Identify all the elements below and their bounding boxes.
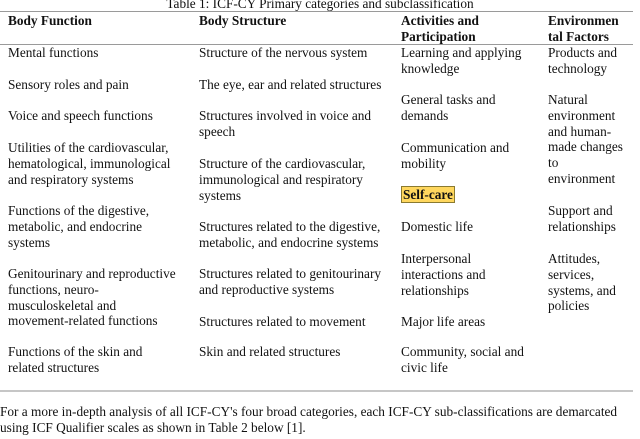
environmental-item [548,45,617,77]
environmental-item [548,92,623,187]
body-function-item [8,45,98,61]
body-structure-item [199,77,381,93]
cell-line: interactions and [401,266,486,282]
cell-line: movement-related functions [8,313,158,329]
environmental-item [548,203,616,235]
cell-line: Voice and speech functions [8,108,153,123]
table-top-rule [0,11,633,12]
cell-line: musculoskeletal and [8,297,117,313]
cell-line: speech [199,123,236,139]
highlighted-self-care: Self-care [403,187,453,202]
body-function-item [8,108,153,124]
header-body-structure [199,13,286,29]
body-function-item [8,77,129,93]
activities-item [401,344,524,376]
cell-line: and reproductive systems [199,281,335,297]
cell-line: Interpersonal [401,251,472,266]
table-bottom-rule [0,390,633,392]
header-line: Participation [401,29,476,44]
body-paragraph [0,404,640,436]
body-structure-item [199,314,366,330]
cell-line: Domestic life [401,219,474,234]
cell-line: Learning and applying [401,45,522,60]
cell-line: The eye, ear and related structures [199,77,382,92]
activities-item [401,92,496,124]
activities-item [401,45,521,77]
body-function-item [8,140,170,187]
body-structure-item [199,45,367,61]
cell-line: Skin and related structures [199,344,341,359]
header-line: Environmen [548,13,619,28]
body-structure-item [199,156,365,203]
cell-line: systems, and [548,282,616,298]
cell-line: metabolic, and endocrine [8,218,143,234]
cell-line: technology [548,60,608,76]
header-activities-participation [401,13,479,45]
environmental-item [548,251,616,314]
cell-line: Communication and [401,140,510,155]
cell-line: functions, neuro- [8,281,99,297]
cell-line: Functions of the skin and [8,344,143,359]
body-structure-item [199,219,380,251]
cell-line: services, [548,266,595,282]
header-line: Body Function [8,13,92,28]
cell-line: civic life [401,359,448,375]
cell-line: Genitourinary and reproductive [8,266,176,281]
cell-line: Products and [548,45,618,60]
cell-line: immunological and respiratory [199,171,363,187]
header-line: Activities and [401,13,479,28]
body-structure-item [199,266,381,298]
header-line: Body Structure [199,13,287,28]
activities-item [401,219,473,235]
cell-line: Attitudes, [548,251,601,266]
cell-line: Support and [548,203,613,218]
cell-line: environment [548,170,616,186]
cell-line: and human- [548,123,612,139]
activities-item [401,140,509,172]
cell-line: knowledge [401,60,460,76]
cell-line: Sensory roles and pain [8,77,129,92]
paragraph-line: For a more in-depth analysis of all ICF-CY's four broad categories, each ICF-CY sub-classifications are demarcated [0,404,618,419]
cell-line: related structures [8,359,100,375]
cell-line: Structures related to genitourinary [199,266,382,281]
cell-line: environment [548,107,616,123]
cell-line: Utilities of the cardiovascular, [8,140,169,155]
cell-line: to [548,155,559,171]
activities-item [401,314,485,330]
cell-line: Structures related to the digestive, [199,219,381,234]
paragraph-line: using ICF Qualifier scales as shown in Table 2 below [1]. [0,420,306,435]
cell-line: Structure of the cardiovascular, [199,156,366,171]
cell-line: and respiratory systems [8,171,134,187]
cell-line: Structure of the nervous system [199,45,368,60]
cell-line: Mental functions [8,45,99,60]
cell-line: Structures related to movement [199,314,366,329]
body-function-item [8,266,176,329]
header-environmental-factors [548,13,619,45]
cell-line: Major life areas [401,314,486,329]
cell-line: mobility [401,155,447,171]
cell-line: policies [548,298,590,314]
body-structure-item [199,108,371,140]
activities-item [401,251,486,298]
body-function-item [8,203,149,250]
cell-line: relationships [401,282,469,298]
cell-line: Natural [548,92,588,107]
cell-line: demands [401,107,449,123]
cell-line: Structures involved in voice and [199,108,372,123]
cell-line: relationships [548,218,616,234]
header-body-function [8,13,92,29]
body-function-item [8,344,142,376]
header-line: tal Factors [548,29,609,44]
activities-item-self-care [401,187,455,203]
cell-line: systems [8,234,51,250]
table-caption: Table 1: ICF-CY Primary categories and subclassification [166,0,474,11]
cell-line: Functions of the digestive, [8,203,150,218]
cell-line: metabolic, and endocrine systems [199,234,379,250]
cell-line: General tasks and [401,92,496,107]
cell-line: made changes [548,139,623,155]
cell-line: systems [199,187,242,203]
cell-line: Community, social and [401,344,524,359]
cell-line: hematological, immunological [8,155,171,171]
body-structure-item [199,344,340,360]
